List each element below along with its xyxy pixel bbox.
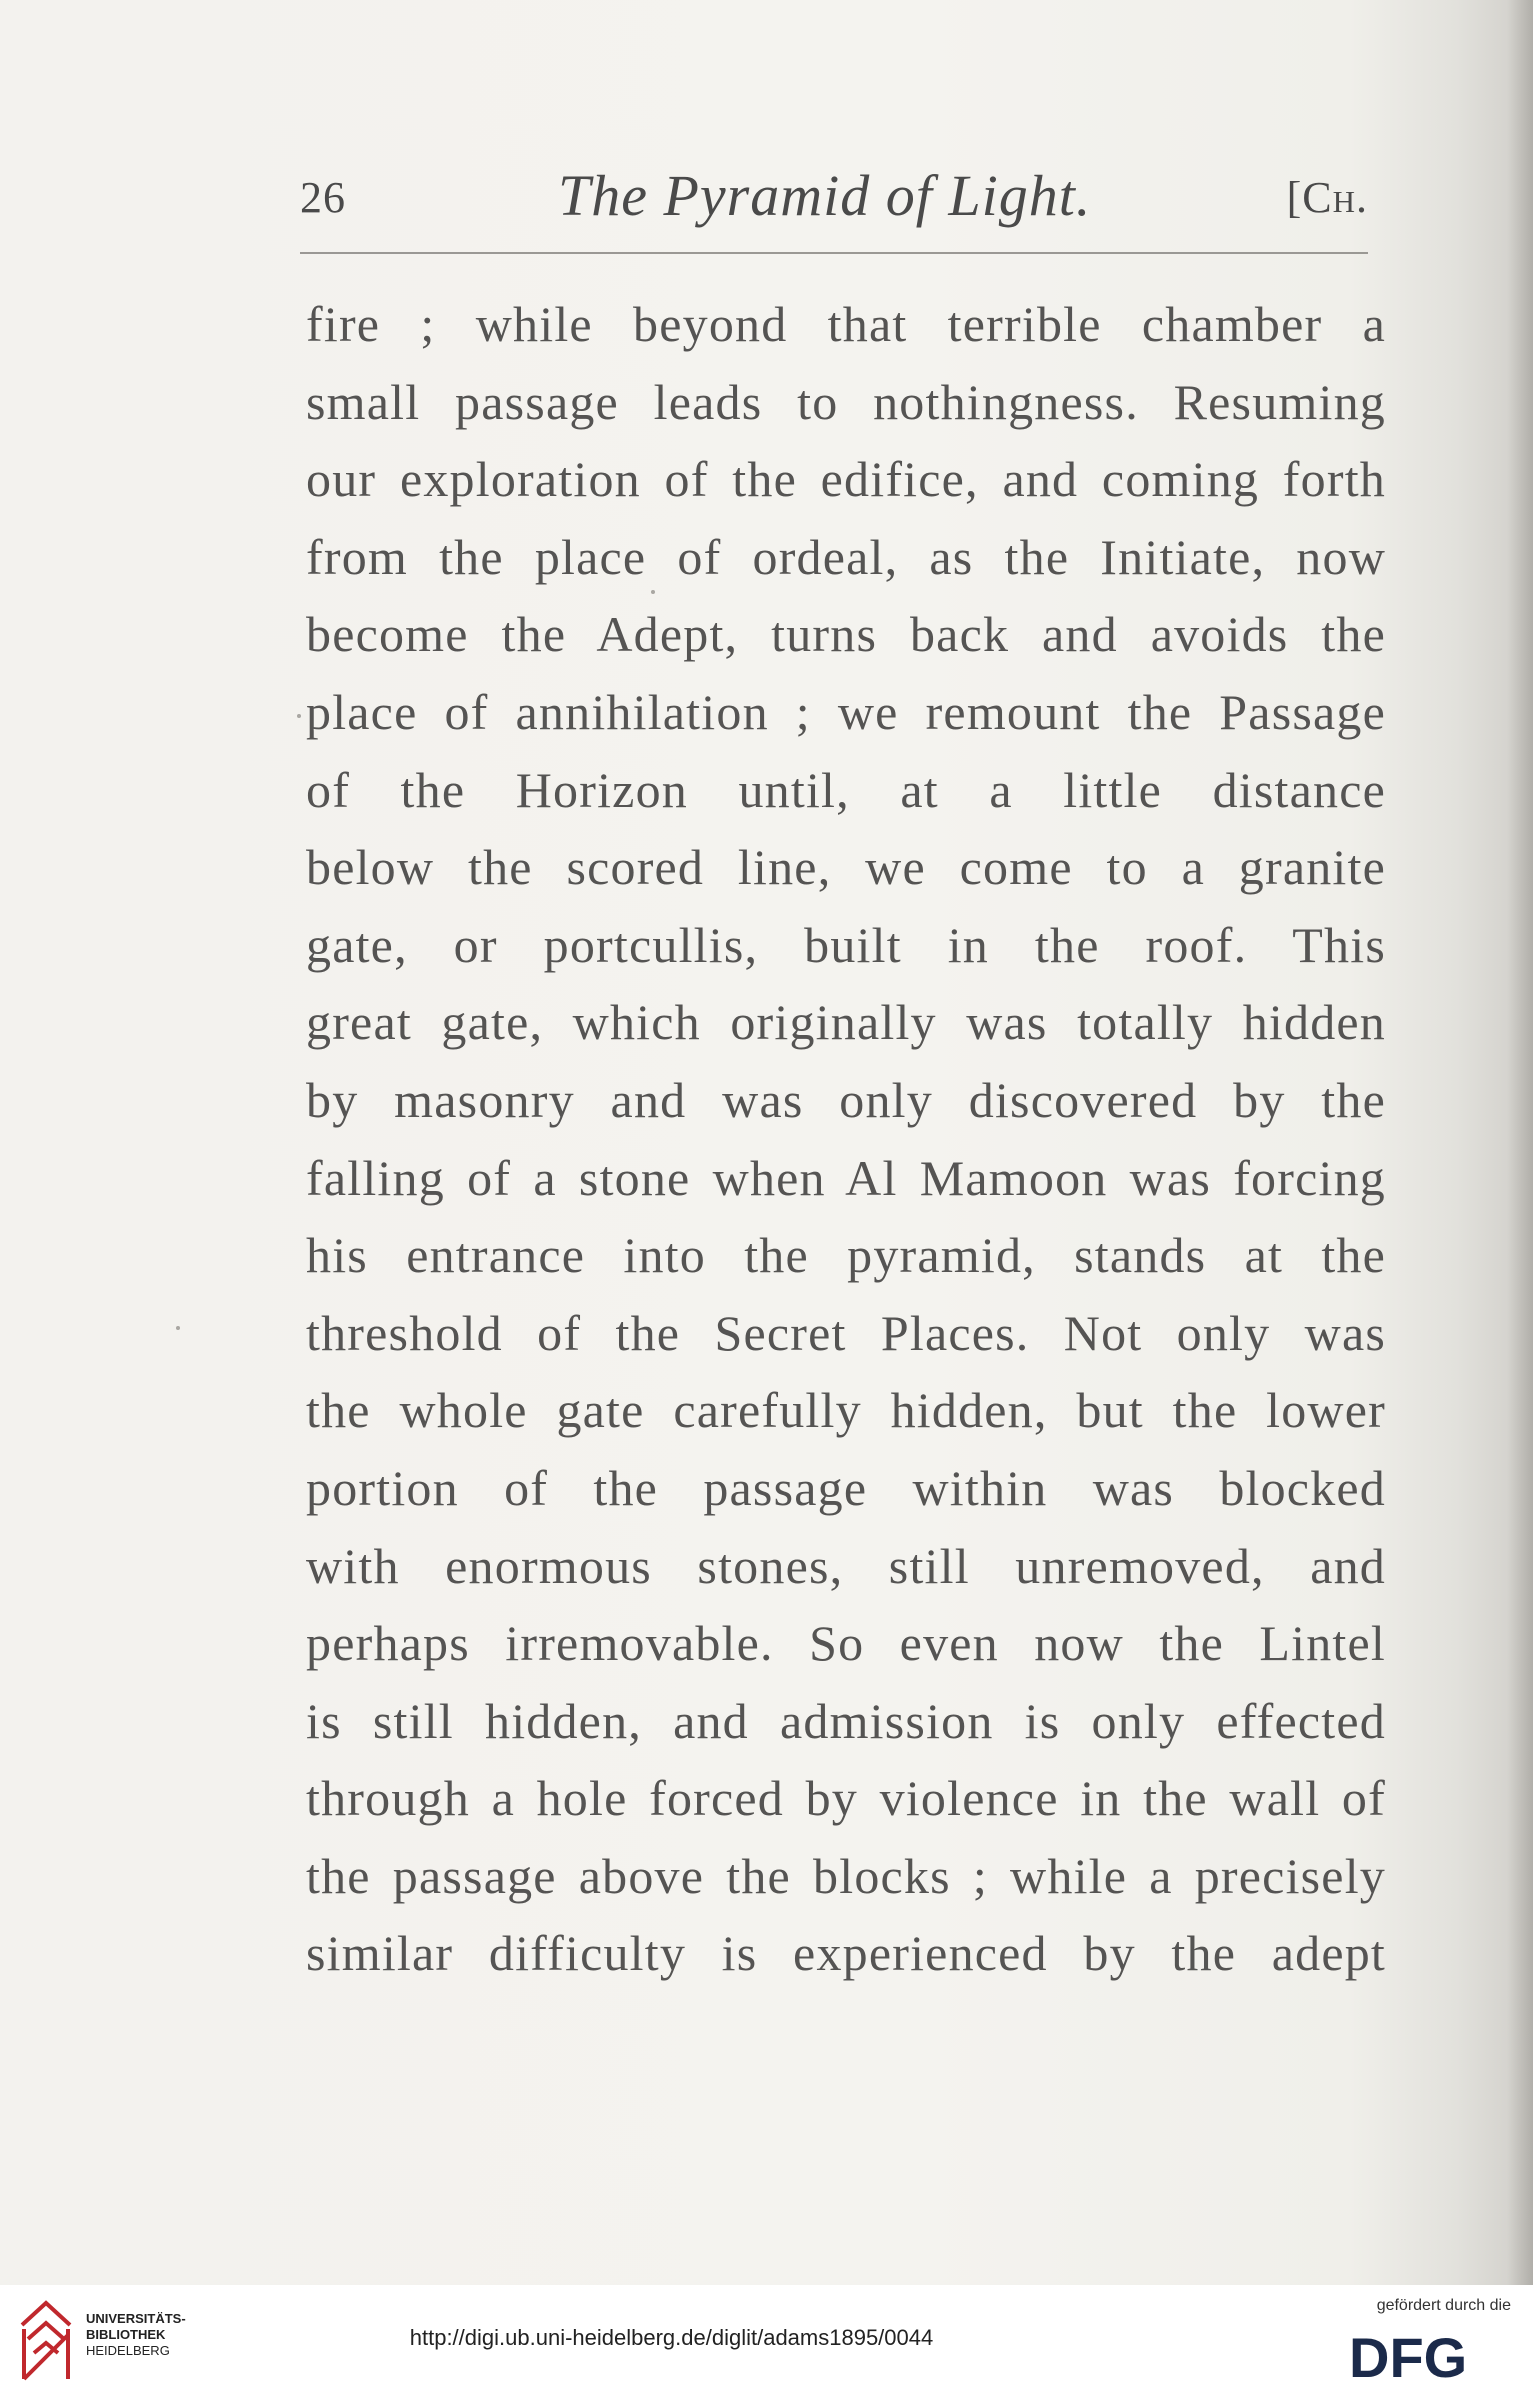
text-line: from the place of ordeal, as the Initiate, now xyxy=(306,528,1386,585)
text-line: the whole gate carefully hidden, but the lower xyxy=(306,1382,1386,1439)
funding-label: gefördert durch die xyxy=(1376,2297,1511,2314)
library-name-line: UNIVERSITÄTS- xyxy=(86,2311,186,2326)
paper-speck xyxy=(176,1326,180,1330)
text-line: of the Horizon until, at a little distance xyxy=(306,761,1386,818)
text-line: with enormous stones, still unremoved, and xyxy=(306,1537,1386,1594)
header-rule xyxy=(300,252,1368,254)
text-line: the passage above the blocks ; while a precisely xyxy=(306,1847,1386,1904)
library-name-line: HEIDELBERG xyxy=(86,2343,170,2358)
text-line: gate, or portcullis, built in the roof. This xyxy=(306,916,1386,973)
permalink-container xyxy=(0,2325,1533,2351)
running-head xyxy=(300,162,1368,232)
body-text xyxy=(306,286,1386,1993)
text-line: through a hole forced by violence in the wall of xyxy=(306,1770,1386,1827)
text-line: is still hidden, and admission is only effected xyxy=(306,1692,1386,1749)
text-line: portion of the passage within was blocked xyxy=(306,1459,1386,1516)
text-line: falling of a stone when Al Mamoon was forcing xyxy=(306,1149,1386,1206)
text-line: threshold of the Secret Places. Not only was xyxy=(306,1304,1386,1361)
library-name-line: BIBLIOTHEK xyxy=(86,2327,166,2342)
paper-speck xyxy=(297,714,301,718)
digitization-footer xyxy=(0,2285,1533,2393)
text-line: become the Adept, turns back and avoids the xyxy=(306,606,1386,663)
chapter-reference: [Ch. xyxy=(1286,173,1368,222)
text-line: by masonry and was only discovered by the xyxy=(306,1071,1386,1128)
page-edge-shadow xyxy=(1507,0,1533,2285)
text-line: perhaps irremovable. So even now the Lintel xyxy=(306,1615,1386,1672)
permalink-url[interactable]: http://digi.ub.uni-heidelberg.de/diglit/adams1895/0044 xyxy=(409,2325,934,2350)
text-line: fire ; while beyond that terrible chamber a xyxy=(306,296,1386,352)
text-line: his entrance into the pyramid, stands at the xyxy=(306,1227,1386,1284)
dfg-logo-text: DFG xyxy=(1349,2327,1468,2383)
paper-speck xyxy=(651,590,655,594)
dfg-logo xyxy=(1345,2327,1515,2383)
page-number: 26 xyxy=(300,173,346,222)
text-line: below the scored line, we come to a granite xyxy=(306,839,1386,896)
text-line: small passage leads to nothingness. Resuming xyxy=(306,373,1386,430)
text-line: great gate, which originally was totally hidden xyxy=(306,994,1386,1051)
book-title: The Pyramid of Light. xyxy=(558,163,1092,228)
text-line: place of annihilation ; we remount the Passage xyxy=(306,683,1386,740)
text-line: our exploration of the edifice, and coming forth xyxy=(306,451,1386,508)
text-line: similar difficulty is experienced by the adept xyxy=(306,1925,1386,1982)
